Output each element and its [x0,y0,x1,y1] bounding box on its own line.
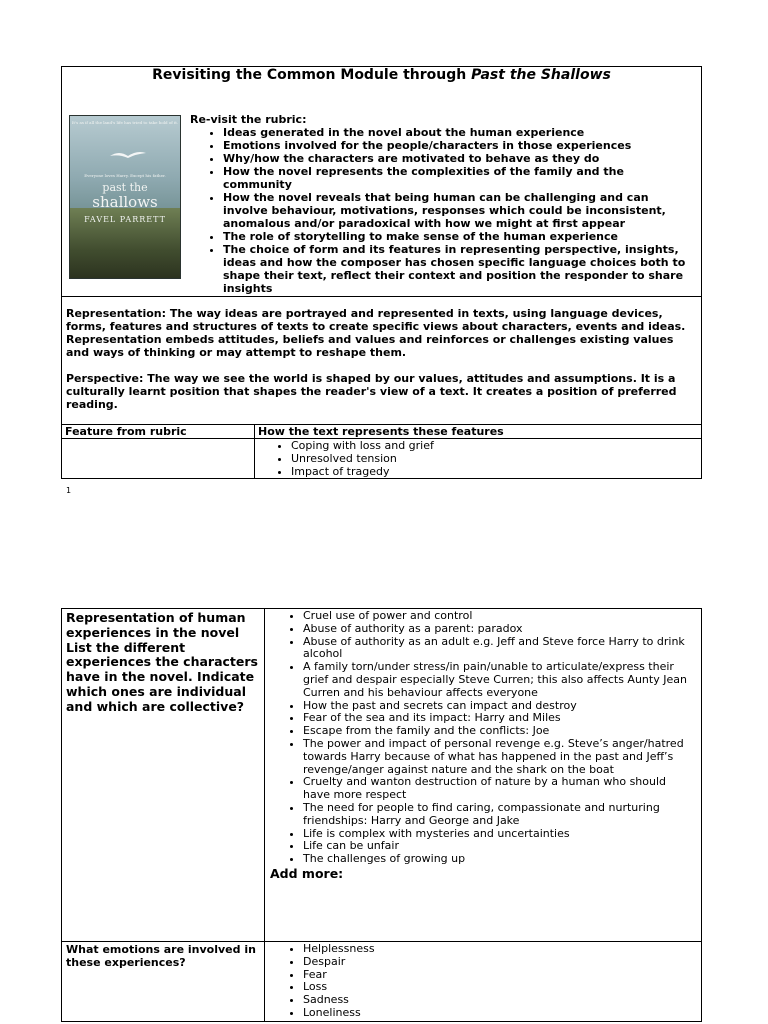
page-number: 1 [66,486,72,495]
list-item: • Life is complex with mysteries and uncertainties [303,828,694,841]
list-item: • A family torn/under stress/in pain/unable to articulate/express their grief and despair especially Steve Curren; this also affects Aunty Jean Curren and his behaviour affects everyone [303,661,694,699]
bird-icon [110,150,146,160]
add-more-label: Add more: [270,865,344,881]
list-item: • Sadness [303,994,694,1007]
rubric-item: • Emotions involved for the people/characters in those experiences [223,139,695,152]
rubric-item: • How the novel represents the complexities of the family and the community [223,165,695,191]
cover-title-line-2: shallows [92,193,158,211]
list-item: • Life can be unfair [303,840,694,853]
list-item: • Cruel use of power and control [303,610,694,623]
list-item: • Fear [303,969,694,982]
list-item: • Fear of the sea and its impact: Harry and Miles [303,712,694,725]
rubric-item: • Ideas generated in the novel about the human experience [223,126,695,139]
table-row [62,439,702,479]
cover-tagline-2: Everyone loves Harry. Except his father. [84,173,166,178]
rubric-item: • Why/how the characters are motivated to behave as they do [223,152,695,165]
list-item: • Escape from the family and the conflicts: Joe [303,725,694,738]
list-item: • The power and impact of personal revenge e.g. Steve’s anger/hatred towards Harry because of what has happened in the past and Jeff’s revenge/anger against nature and the shark on the boat [303,738,694,776]
rubric-heading: Re-visit the rubric: [190,113,307,126]
experiences-table [61,608,702,1022]
definitions-box [61,296,702,425]
list-item: • Despair [303,956,694,969]
list-item: • Abuse of authority as a parent: paradox [303,623,694,636]
experiences-answer-cell [265,609,702,942]
cover-author: FAVEL PARRETT [84,215,166,224]
list-item: • Helplessness [303,943,694,956]
cover-tagline: It's as if all the land's life has tried to take hold of it. [71,120,179,125]
intro-box [61,66,702,297]
emotions-answer-cell [265,942,702,1022]
title-italic-text: Past the Shallows [471,67,611,83]
book-cover-image [69,115,181,279]
emotions-list [266,943,700,1020]
emotions-question: What emotions are involved in these experiences? [62,942,265,1022]
list-item: • The need for people to find caring, compassionate and nurturing friendships: Harry and George and Jake [303,802,694,828]
cover-title-line-1: past the [102,181,148,194]
table-row [62,609,702,942]
page-title [62,67,701,83]
list-item: • Loneliness [303,1007,694,1020]
column-header-representation: How the text represents these features [255,425,702,439]
list-item: • Abuse of authority as an adult e.g. Jeff and Steve force Harry to drink alcohol [303,636,694,662]
list-item: • The challenges of growing up [303,853,694,866]
list-item: • Coping with loss and grief [291,439,698,452]
feature-table [61,424,702,479]
title-text: Revisiting the Common Module through [152,67,472,83]
list-item: • Loss [303,981,694,994]
rubric-list [190,126,695,295]
rubric-item: • The role of storytelling to make sense of the human experience [223,230,695,243]
list-item: • Unresolved tension [291,452,698,465]
rubric-item: • The choice of form and its features in representing perspective, insights, ideas and how the composer has chosen specific language choices both to shape their text, reflect their context and position the responder to share insights [223,243,695,295]
rubric-section [190,113,695,295]
list-item: • Cruelty and wanton destruction of nature by a human who should have more respect [303,776,694,802]
table-cell [255,439,702,479]
representation-definition: Representation: The way ideas are portrayed and represented in texts, using language devices, forms, features and structures of texts to create specific views about characters, events and ideas. Representation embeds attitudes, beliefs and values and reinforces or challenges existing values and ways of thinking or may attempt to reshape them. [66,307,686,359]
experiences-list [266,610,700,866]
list-item: • How the past and secrets can impact and destroy [303,700,694,713]
experiences-question: Representation of human experiences in the novel List the different experiences the characters have in the novel. Indicate which ones are individual and which are collective? [62,609,265,942]
perspective-definition: Perspective: The way we see the world is shaped by our values, attitudes and assumptions. It is a culturally learnt position that shapes the reader's view of a text. It creates a position of preferred reading. [66,372,677,411]
list-item: • Impact of tragedy [291,465,698,478]
table-row [62,942,702,1022]
column-header-feature: Feature from rubric [62,425,255,439]
rubric-item: • How the novel reveals that being human can be challenging and can involve behaviour, motivations, responses which could be inconsistent, anomalous and/or paradoxical with how we might at first appear [223,191,695,230]
table-cell-empty [62,439,255,479]
table-header-row [62,425,702,439]
